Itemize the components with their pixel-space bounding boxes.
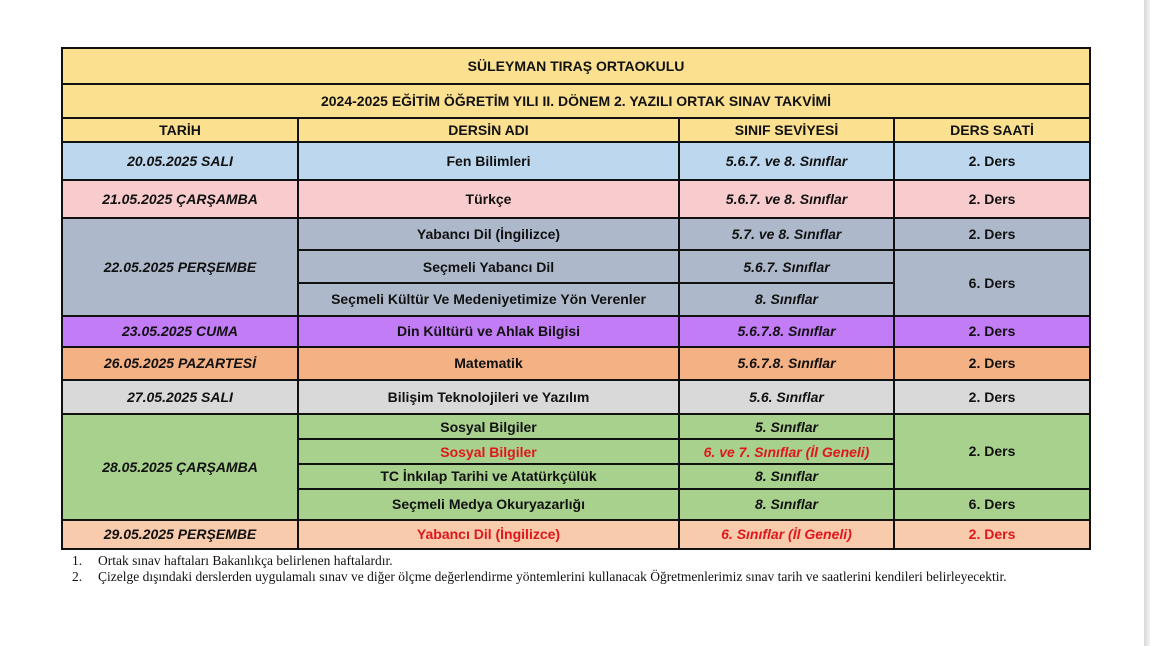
exam-date: 29.05.2025 PERŞEMBE bbox=[62, 520, 298, 549]
schedule-subtitle: 2024-2025 EĞİTİM ÖĞRETİM YILI II. DÖNEM 2. YAZILI ORTAK SINAV TAKVİMİ bbox=[62, 84, 1090, 118]
school-name: SÜLEYMAN TIRAŞ ORTAOKULU bbox=[62, 48, 1090, 84]
table-row bbox=[62, 347, 1090, 380]
class-level: 6. ve 7. Sınıflar (İl Geneli) bbox=[679, 439, 894, 464]
lesson-period: 6. Ders bbox=[894, 250, 1090, 315]
exam-schedule-table bbox=[61, 47, 1091, 550]
lesson-period: 2. Ders bbox=[894, 414, 1090, 488]
footnote-text: Çizelge dışındaki derslerden uygulamalı sınav ve diğer ölçme değerlendirme yöntemlerini kullanacak Öğretmenlerimiz sınav tarih ve saatlerini kendileri belirleyecektir. bbox=[98, 569, 1007, 584]
course-name: TC İnkılap Tarihi ve Atatürkçülük bbox=[298, 464, 679, 488]
course-name: Yabancı Dil (İngilizce) bbox=[298, 520, 679, 549]
course-name: Seçmeli Yabancı Dil bbox=[298, 250, 679, 283]
lesson-period: 2. Ders bbox=[894, 218, 1090, 250]
lesson-period: 2. Ders bbox=[894, 180, 1090, 218]
course-name: Yabancı Dil (İngilizce) bbox=[298, 218, 679, 250]
class-level: 8. Sınıflar bbox=[679, 489, 894, 520]
course-name: Sosyal Bilgiler bbox=[298, 439, 679, 464]
footnote-item bbox=[72, 553, 1092, 569]
exam-date: 28.05.2025 ÇARŞAMBA bbox=[62, 414, 298, 520]
exam-date: 26.05.2025 PAZARTESİ bbox=[62, 347, 298, 380]
course-name: Türkçe bbox=[298, 180, 679, 218]
exam-date: 21.05.2025 ÇARŞAMBA bbox=[62, 180, 298, 218]
course-name: Seçmeli Kültür Ve Medeniyetimize Yön Verenler bbox=[298, 283, 679, 315]
class-level: 5.6. Sınıflar bbox=[679, 380, 894, 414]
exam-date: 22.05.2025 PERŞEMBE bbox=[62, 218, 298, 316]
header-course: DERSİN ADI bbox=[298, 118, 679, 141]
table-row bbox=[62, 520, 1090, 549]
footnote-number: 2. bbox=[72, 569, 83, 584]
lesson-period: 2. Ders bbox=[894, 520, 1090, 549]
class-level: 5.6.7. Sınıflar bbox=[679, 250, 894, 283]
footnote-text: Ortak sınav haftaları Bakanlıkça belirlenen haftalardır. bbox=[98, 553, 393, 568]
exam-date: 20.05.2025 SALI bbox=[62, 142, 298, 180]
footnotes bbox=[72, 553, 1092, 585]
class-level: 6. Sınıflar (İl Geneli) bbox=[679, 520, 894, 549]
course-name: Seçmeli Medya Okuryazarlığı bbox=[298, 489, 679, 520]
class-level: 5.7. ve 8. Sınıflar bbox=[679, 218, 894, 250]
exam-date: 27.05.2025 SALI bbox=[62, 380, 298, 414]
footnote-number: 1. bbox=[72, 553, 83, 568]
course-name: Sosyal Bilgiler bbox=[298, 414, 679, 439]
class-level: 5. Sınıflar bbox=[679, 414, 894, 439]
table-row bbox=[62, 316, 1090, 347]
table-row bbox=[62, 180, 1090, 218]
exam-date: 23.05.2025 CUMA bbox=[62, 316, 298, 347]
table-row bbox=[62, 142, 1090, 180]
course-name: Fen Bilimleri bbox=[298, 142, 679, 180]
course-name: Bilişim Teknolojileri ve Yazılım bbox=[298, 380, 679, 414]
lesson-period: 2. Ders bbox=[894, 380, 1090, 414]
class-level: 5.6.7.8. Sınıflar bbox=[679, 316, 894, 347]
table-row bbox=[62, 414, 1090, 439]
class-level: 8. Sınıflar bbox=[679, 283, 894, 315]
header-level: SINIF SEVİYESİ bbox=[679, 118, 894, 141]
class-level: 5.6.7.8. Sınıflar bbox=[679, 347, 894, 380]
lesson-period: 6. Ders bbox=[894, 489, 1090, 520]
footnote-item bbox=[72, 569, 1092, 585]
course-name: Matematik bbox=[298, 347, 679, 380]
table-row bbox=[62, 380, 1090, 414]
table-row bbox=[62, 218, 1090, 250]
header-period: DERS SAATİ bbox=[894, 118, 1090, 141]
class-level: 8. Sınıflar bbox=[679, 464, 894, 488]
lesson-period: 2. Ders bbox=[894, 142, 1090, 180]
class-level: 5.6.7. ve 8. Sınıflar bbox=[679, 142, 894, 180]
lesson-period: 2. Ders bbox=[894, 316, 1090, 347]
course-name: Din Kültürü ve Ahlak Bilgisi bbox=[298, 316, 679, 347]
photo-right-edge bbox=[1144, 0, 1150, 646]
class-level: 5.6.7. ve 8. Sınıflar bbox=[679, 180, 894, 218]
lesson-period: 2. Ders bbox=[894, 347, 1090, 380]
header-date: TARİH bbox=[62, 118, 298, 141]
